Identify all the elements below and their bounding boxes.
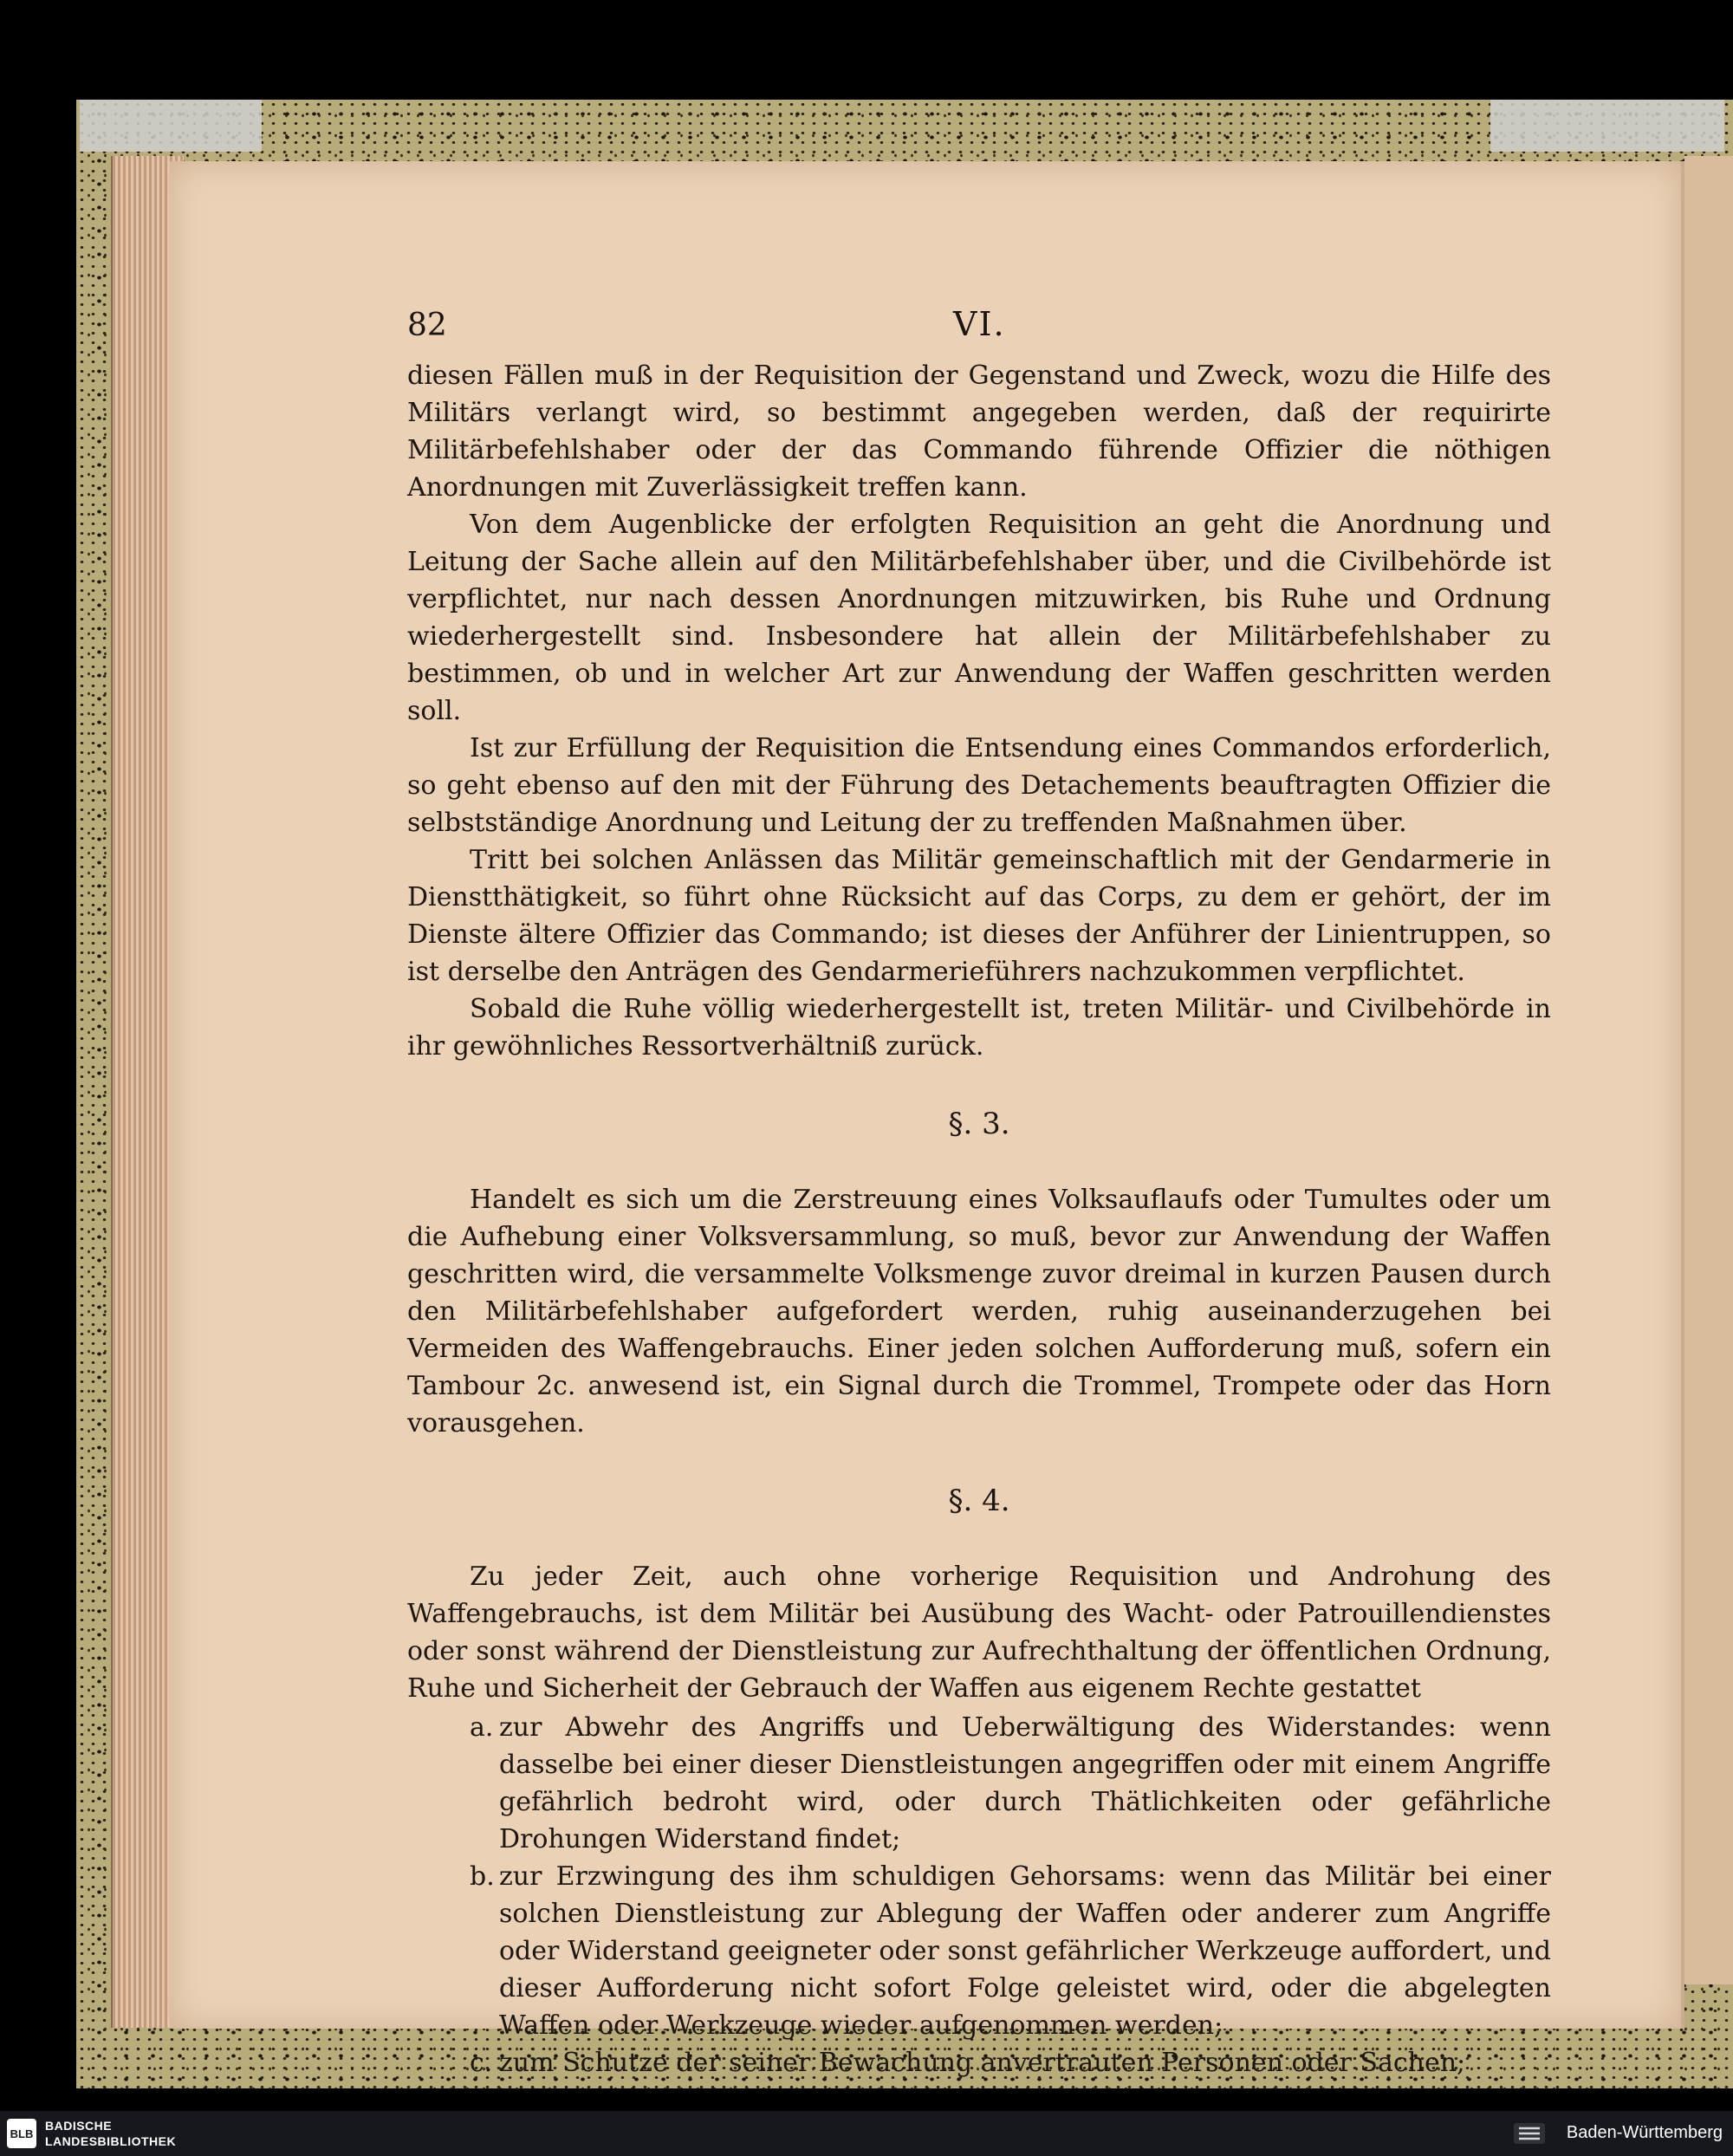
footer-bar [0, 2111, 1733, 2156]
list-item-text: zum Schutze der seiner Bewachung anvertrauten Personen oder Sachen; [499, 2048, 1466, 2078]
running-head: VI. [953, 305, 1006, 343]
library-name-line2: LANDESBIBLIOTHEK [45, 2134, 177, 2148]
paragraph: Von dem Augenblicke der erfolgten Requisition an geht die Anordnung und Leitung der Sache allein auf den Militärbefehlshaber über, und die Civilbehörde ist verpflichtet, nur nach dessen Anordnungen mitzuwirken, bis Ruhe und Ordnung wiederhergestellt sind. Insbesondere hat allein der Militärbefehlshaber zu bestimmen, ob und in welcher Art zur Anwendung der Waffen geschritten werden soll. [407, 510, 1551, 726]
list-marker: c. [470, 2048, 493, 2078]
list-item [407, 2044, 1551, 2081]
list-item [407, 1858, 1551, 2044]
paragraph: Sobald die Ruhe völlig wiederhergestellt ist, treten Militär- und Civilbehörde in ihr gewöhnliches Ressortverhältniß zurück. [407, 994, 1551, 1062]
coat-of-arms-icon [1512, 2121, 1547, 2146]
section-heading-4: §. 4. [948, 1484, 1010, 1518]
list-item [407, 1709, 1551, 1858]
paragraph: Tritt bei solchen Anlässen das Militär gemeinschaftlich mit der Gendarmerie in Dienstthätigkeit, so führt ohne Rücksicht auf das Corps, zu dem er gehört, der im Dienste ältere Offizier das Commando; ist dieses der Anführer der Linientruppen, so ist derselbe den Anträgen des Gendarmerieführers nachzukommen verpflichtet. [407, 845, 1551, 987]
tape-strip-right [1490, 100, 1724, 152]
adjacent-page [1684, 156, 1733, 1984]
page-number: 82 [407, 308, 447, 343]
library-name [45, 2118, 176, 2149]
blb-logo[interactable]: BLB [7, 2119, 36, 2148]
state-name[interactable]: Baden-Württemberg [1566, 2123, 1723, 2142]
list-marker: b. [470, 1861, 495, 1892]
list-item-text: zur Abwehr des Angriffs und Ueberwältigung des Widerstandes: wenn dasselbe bei einer dieser Dienstleistungen angegriffen oder mit einem Angriffe gefährlich bedroht wird, oder durch Thätlichkeiten oder gefährliche Drohungen Widerstand findet; [499, 1712, 1551, 1854]
section-4-list [407, 1709, 1551, 2081]
list-marker: a. [470, 1712, 494, 1743]
page-text [407, 357, 1551, 2081]
section-4-text: Zu jeder Zeit, auch ohne vorherige Requisition und Androhung des Waffengebrauchs, ist dem Militär bei Ausübung des Wacht- oder Patrouillendienstes oder sonst während der Dienstleistung zur Aufrechthaltung der öffentlichen Ordnung, Ruhe und Sicherheit der Gebrauch der Waffen aus eigenem Rechte gestattet [407, 1562, 1551, 1704]
list-item-text: zur Erzwingung des ihm schuldigen Gehorsams: wenn das Militär bei einer solchen Dienstleistung zur Ablegung der Waffen oder anderer zum Angriffe oder Widerstand geeigneter oder sonst gefährlicher Werkzeuge auffordert, und dieser Aufforderung nicht sofort Folge geleistet wird, oder die abgelegten Waffen oder Werkzeuge wieder aufgenommen werden; [499, 1861, 1551, 2041]
section-3-text: Handelt es sich um die Zerstreuung eines Volksauflaufs oder Tumultes oder um die Aufhebung einer Volksversammlung, so muß, bevor zur Anwendung der Waffen geschritten wird, die versammelte Volksmenge zuvor dreimal in kurzen Pausen durch den Militärbefehlshaber aufgefordert werden, ruhig auseinanderzugehen bei Vermeiden des Waffengebrauchs. Einer jeden solchen Aufforderung muß, sofern ein Tambour 2c. anwesend ist, ein Signal durch die Trommel, Trompete oder das Horn vorausgehen. [407, 1185, 1551, 1438]
paragraph: diesen Fällen muß in der Requisition der Gegenstand und Zweck, wozu die Hilfe des Militärs verlangt wird, so bestimmt angegeben werden, daß der requirirte Militärbefehlshaber oder der das Commando führende Offizier die nöthigen Anordnungen mit Zuverlässigkeit treffen kann. [407, 360, 1551, 503]
tape-strip-left [80, 100, 262, 152]
library-name-line1: BADISCHE [45, 2119, 113, 2133]
paragraph: Ist zur Erfüllung der Requisition die Entsendung eines Commandos erforderlich, so geht ebenso auf den mit der Führung des Detachements beauftragten Offizier die selbstständige Anordnung und Leitung der zu treffenden Maßnahmen über. [407, 733, 1551, 838]
section-heading-3: §. 3. [948, 1107, 1010, 1141]
